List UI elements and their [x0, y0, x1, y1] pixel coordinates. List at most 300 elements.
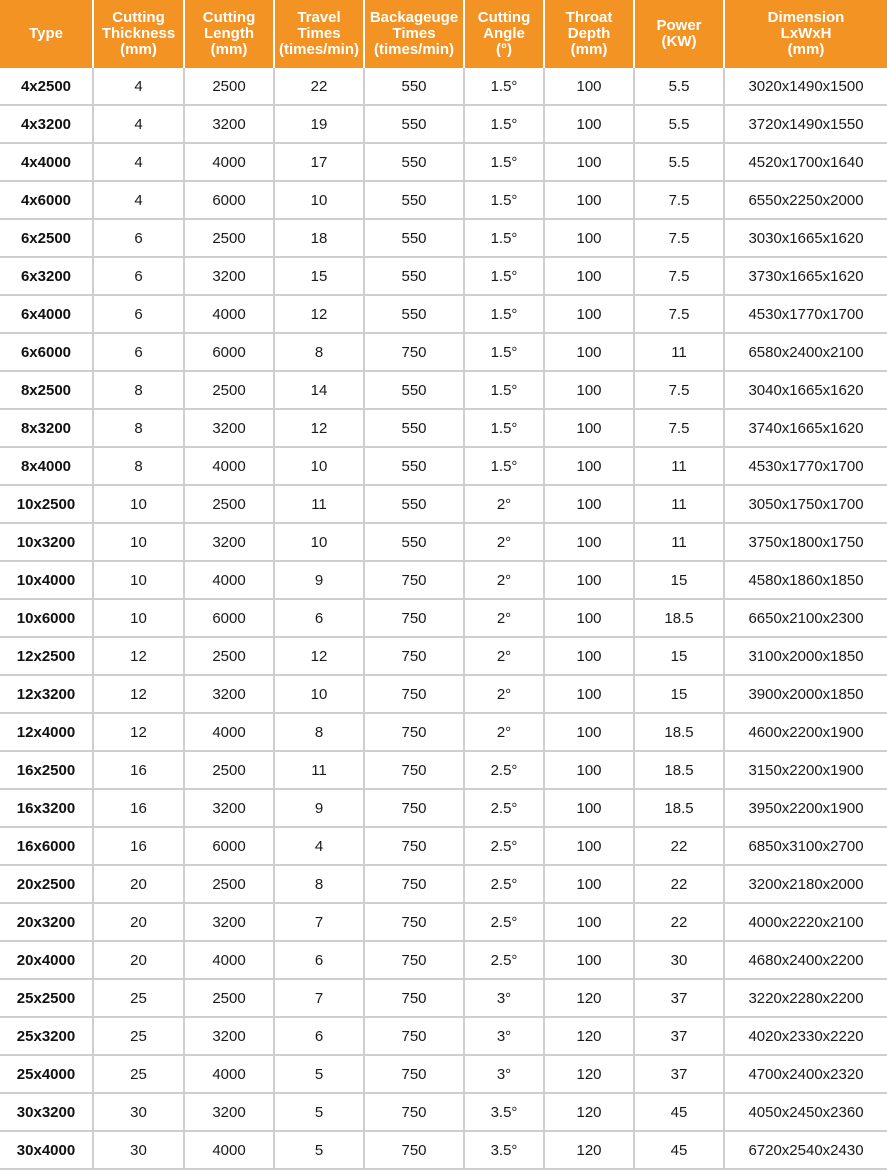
cell-cutting-thickness: 8 — [94, 448, 185, 486]
cell-cutting-length: 4000 — [185, 714, 275, 752]
cell-power: 45 — [635, 1132, 725, 1170]
cell-throat-depth: 100 — [545, 866, 635, 904]
cell-power: 11 — [635, 334, 725, 372]
cell-cutting-thickness: 6 — [94, 258, 185, 296]
cell-power: 22 — [635, 866, 725, 904]
table-row — [0, 334, 887, 372]
cell-type: 16x2500 — [0, 752, 94, 790]
table-row — [0, 144, 887, 182]
cell-travel-times: 10 — [275, 676, 365, 714]
cell-cutting-thickness: 10 — [94, 486, 185, 524]
table-row — [0, 638, 887, 676]
cell-cutting-length: 6000 — [185, 334, 275, 372]
cell-throat-depth: 120 — [545, 1018, 635, 1056]
table-row — [0, 1056, 887, 1094]
header-throat-depth: Throat Depth (mm) — [545, 0, 635, 68]
cell-dimension: 4530x1770x1700 — [725, 448, 887, 486]
cell-throat-depth: 100 — [545, 448, 635, 486]
cell-travel-times: 15 — [275, 258, 365, 296]
cell-throat-depth: 100 — [545, 790, 635, 828]
cell-travel-times: 9 — [275, 562, 365, 600]
table-row — [0, 676, 887, 714]
cell-cutting-thickness: 16 — [94, 790, 185, 828]
cell-cutting-angle: 3° — [465, 980, 545, 1018]
cell-travel-times: 8 — [275, 714, 365, 752]
cell-cutting-angle: 2.5° — [465, 904, 545, 942]
cell-cutting-length: 3200 — [185, 524, 275, 562]
cell-cutting-thickness: 6 — [94, 334, 185, 372]
cell-dimension: 3050x1750x1700 — [725, 486, 887, 524]
cell-cutting-angle: 2° — [465, 676, 545, 714]
table-row — [0, 410, 887, 448]
cell-cutting-angle: 3° — [465, 1018, 545, 1056]
cell-cutting-length: 4000 — [185, 1056, 275, 1094]
cell-cutting-length: 3200 — [185, 258, 275, 296]
cell-throat-depth: 100 — [545, 68, 635, 106]
header-cutting-angle: Cutting Angle (°) — [465, 0, 545, 68]
cell-throat-depth: 100 — [545, 524, 635, 562]
cell-power: 18.5 — [635, 600, 725, 638]
cell-type: 10x3200 — [0, 524, 94, 562]
cell-throat-depth: 100 — [545, 144, 635, 182]
cell-cutting-thickness: 20 — [94, 866, 185, 904]
cell-power: 37 — [635, 980, 725, 1018]
cell-backgauge-times: 550 — [365, 144, 465, 182]
cell-backgauge-times: 750 — [365, 942, 465, 980]
cell-power: 7.5 — [635, 220, 725, 258]
cell-dimension: 3950x2200x1900 — [725, 790, 887, 828]
cell-dimension: 3740x1665x1620 — [725, 410, 887, 448]
table-row — [0, 486, 887, 524]
cell-cutting-angle: 3.5° — [465, 1094, 545, 1132]
cell-cutting-angle: 1.5° — [465, 106, 545, 144]
cell-type: 12x2500 — [0, 638, 94, 676]
cell-cutting-thickness: 16 — [94, 752, 185, 790]
header-power: Power (KW) — [635, 0, 725, 68]
cell-dimension: 4680x2400x2200 — [725, 942, 887, 980]
table-row — [0, 714, 887, 752]
cell-cutting-length: 2500 — [185, 752, 275, 790]
cell-cutting-length: 2500 — [185, 866, 275, 904]
cell-cutting-angle: 1.5° — [465, 258, 545, 296]
cell-dimension: 6850x3100x2700 — [725, 828, 887, 866]
cell-type: 6x2500 — [0, 220, 94, 258]
cell-throat-depth: 100 — [545, 638, 635, 676]
cell-type: 16x3200 — [0, 790, 94, 828]
table-row — [0, 790, 887, 828]
cell-cutting-thickness: 25 — [94, 980, 185, 1018]
cell-dimension: 6650x2100x2300 — [725, 600, 887, 638]
cell-cutting-angle: 2° — [465, 524, 545, 562]
cell-backgauge-times: 550 — [365, 410, 465, 448]
cell-travel-times: 5 — [275, 1132, 365, 1170]
cell-cutting-angle: 2° — [465, 486, 545, 524]
cell-throat-depth: 100 — [545, 220, 635, 258]
cell-cutting-length: 4000 — [185, 942, 275, 980]
cell-cutting-angle: 1.5° — [465, 334, 545, 372]
cell-cutting-thickness: 6 — [94, 296, 185, 334]
cell-backgauge-times: 550 — [365, 220, 465, 258]
cell-type: 30x3200 — [0, 1094, 94, 1132]
cell-travel-times: 7 — [275, 904, 365, 942]
cell-backgauge-times: 750 — [365, 752, 465, 790]
cell-throat-depth: 120 — [545, 1132, 635, 1170]
cell-type: 16x6000 — [0, 828, 94, 866]
cell-cutting-thickness: 25 — [94, 1056, 185, 1094]
cell-backgauge-times: 750 — [365, 1094, 465, 1132]
cell-power: 5.5 — [635, 68, 725, 106]
cell-dimension: 4600x2200x1900 — [725, 714, 887, 752]
cell-type: 6x4000 — [0, 296, 94, 334]
cell-backgauge-times: 550 — [365, 524, 465, 562]
cell-power: 37 — [635, 1056, 725, 1094]
table-header — [0, 0, 887, 68]
cell-cutting-thickness: 8 — [94, 410, 185, 448]
cell-throat-depth: 100 — [545, 334, 635, 372]
cell-dimension: 3750x1800x1750 — [725, 524, 887, 562]
cell-type: 10x4000 — [0, 562, 94, 600]
cell-power: 7.5 — [635, 410, 725, 448]
cell-type: 30x4000 — [0, 1132, 94, 1170]
cell-dimension: 4530x1770x1700 — [725, 296, 887, 334]
cell-travel-times: 22 — [275, 68, 365, 106]
table-row — [0, 828, 887, 866]
table-row — [0, 1018, 887, 1056]
table-row — [0, 524, 887, 562]
cell-travel-times: 12 — [275, 410, 365, 448]
cell-throat-depth: 100 — [545, 714, 635, 752]
cell-cutting-length: 2500 — [185, 638, 275, 676]
cell-cutting-angle: 1.5° — [465, 410, 545, 448]
cell-throat-depth: 100 — [545, 410, 635, 448]
cell-cutting-thickness: 12 — [94, 638, 185, 676]
cell-dimension: 4520x1700x1640 — [725, 144, 887, 182]
cell-travel-times: 9 — [275, 790, 365, 828]
cell-throat-depth: 100 — [545, 752, 635, 790]
cell-cutting-angle: 1.5° — [465, 296, 545, 334]
cell-dimension: 4580x1860x1850 — [725, 562, 887, 600]
table-row — [0, 752, 887, 790]
cell-cutting-length: 3200 — [185, 790, 275, 828]
cell-backgauge-times: 550 — [365, 258, 465, 296]
cell-type: 10x2500 — [0, 486, 94, 524]
cell-backgauge-times: 550 — [365, 182, 465, 220]
table-row — [0, 562, 887, 600]
table-row — [0, 980, 887, 1018]
cell-cutting-length: 2500 — [185, 486, 275, 524]
cell-power: 15 — [635, 638, 725, 676]
cell-travel-times: 5 — [275, 1094, 365, 1132]
cell-power: 7.5 — [635, 182, 725, 220]
table-row — [0, 220, 887, 258]
cell-backgauge-times: 750 — [365, 562, 465, 600]
cell-type: 10x6000 — [0, 600, 94, 638]
cell-type: 6x3200 — [0, 258, 94, 296]
cell-power: 7.5 — [635, 296, 725, 334]
cell-throat-depth: 100 — [545, 942, 635, 980]
cell-power: 5.5 — [635, 144, 725, 182]
cell-travel-times: 6 — [275, 600, 365, 638]
table-row — [0, 1132, 887, 1170]
table-row — [0, 258, 887, 296]
cell-cutting-thickness: 20 — [94, 904, 185, 942]
cell-throat-depth: 120 — [545, 1094, 635, 1132]
cell-travel-times: 12 — [275, 638, 365, 676]
cell-cutting-angle: 1.5° — [465, 372, 545, 410]
cell-power: 7.5 — [635, 258, 725, 296]
cell-type: 8x2500 — [0, 372, 94, 410]
cell-cutting-length: 3200 — [185, 410, 275, 448]
cell-throat-depth: 100 — [545, 296, 635, 334]
cell-dimension: 3150x2200x1900 — [725, 752, 887, 790]
cell-power: 15 — [635, 676, 725, 714]
cell-backgauge-times: 750 — [365, 676, 465, 714]
cell-cutting-thickness: 8 — [94, 372, 185, 410]
cell-cutting-angle: 2.5° — [465, 790, 545, 828]
cell-dimension: 4050x2450x2360 — [725, 1094, 887, 1132]
cell-power: 5.5 — [635, 106, 725, 144]
cell-backgauge-times: 750 — [365, 714, 465, 752]
cell-type: 4x6000 — [0, 182, 94, 220]
cell-throat-depth: 100 — [545, 904, 635, 942]
cell-cutting-length: 3200 — [185, 676, 275, 714]
cell-throat-depth: 100 — [545, 486, 635, 524]
cell-type: 25x4000 — [0, 1056, 94, 1094]
cell-dimension: 6720x2540x2430 — [725, 1132, 887, 1170]
cell-cutting-thickness: 4 — [94, 182, 185, 220]
cell-cutting-angle: 1.5° — [465, 68, 545, 106]
cell-power: 45 — [635, 1094, 725, 1132]
cell-travel-times: 10 — [275, 182, 365, 220]
cell-travel-times: 6 — [275, 942, 365, 980]
cell-cutting-thickness: 6 — [94, 220, 185, 258]
cell-backgauge-times: 750 — [365, 980, 465, 1018]
cell-travel-times: 11 — [275, 486, 365, 524]
header-dimension: Dimension LxWxH (mm) — [725, 0, 887, 68]
cell-dimension: 4020x2330x2220 — [725, 1018, 887, 1056]
cell-cutting-length: 3200 — [185, 1094, 275, 1132]
cell-cutting-length: 4000 — [185, 1132, 275, 1170]
cell-cutting-thickness: 10 — [94, 524, 185, 562]
cell-backgauge-times: 750 — [365, 334, 465, 372]
cell-type: 12x4000 — [0, 714, 94, 752]
cell-type: 12x3200 — [0, 676, 94, 714]
cell-backgauge-times: 750 — [365, 1132, 465, 1170]
cell-power: 18.5 — [635, 752, 725, 790]
table-row — [0, 68, 887, 106]
cell-throat-depth: 100 — [545, 182, 635, 220]
cell-backgauge-times: 750 — [365, 904, 465, 942]
cell-backgauge-times: 750 — [365, 638, 465, 676]
cell-travel-times: 19 — [275, 106, 365, 144]
cell-cutting-angle: 3° — [465, 1056, 545, 1094]
table-row — [0, 372, 887, 410]
cell-type: 20x2500 — [0, 866, 94, 904]
cell-throat-depth: 100 — [545, 106, 635, 144]
cell-cutting-thickness: 12 — [94, 714, 185, 752]
header-type: Type — [0, 0, 94, 68]
cell-cutting-length: 2500 — [185, 372, 275, 410]
cell-type: 8x4000 — [0, 448, 94, 486]
cell-dimension: 3020x1490x1500 — [725, 68, 887, 106]
header-backgauge-times: Backageuge Times (times/min) — [365, 0, 465, 68]
cell-cutting-angle: 2.5° — [465, 866, 545, 904]
cell-cutting-thickness: 10 — [94, 562, 185, 600]
cell-backgauge-times: 550 — [365, 448, 465, 486]
cell-power: 37 — [635, 1018, 725, 1056]
cell-travel-times: 10 — [275, 524, 365, 562]
cell-backgauge-times: 750 — [365, 866, 465, 904]
cell-type: 25x2500 — [0, 980, 94, 1018]
cell-cutting-angle: 2° — [465, 562, 545, 600]
cell-dimension: 4700x2400x2320 — [725, 1056, 887, 1094]
cell-throat-depth: 120 — [545, 980, 635, 1018]
cell-cutting-thickness: 4 — [94, 68, 185, 106]
table-row — [0, 448, 887, 486]
cell-cutting-length: 4000 — [185, 562, 275, 600]
cell-cutting-angle: 2° — [465, 638, 545, 676]
cell-power: 15 — [635, 562, 725, 600]
header-row — [0, 0, 887, 68]
cell-cutting-angle: 3.5° — [465, 1132, 545, 1170]
cell-cutting-length: 4000 — [185, 448, 275, 486]
cell-power: 18.5 — [635, 714, 725, 752]
cell-dimension: 3220x2280x2200 — [725, 980, 887, 1018]
cell-type: 6x6000 — [0, 334, 94, 372]
cell-cutting-length: 6000 — [185, 828, 275, 866]
cell-power: 22 — [635, 904, 725, 942]
header-cutting-length: Cutting Length (mm) — [185, 0, 275, 68]
cell-throat-depth: 100 — [545, 828, 635, 866]
cell-travel-times: 5 — [275, 1056, 365, 1094]
cell-backgauge-times: 550 — [365, 486, 465, 524]
cell-dimension: 3720x1490x1550 — [725, 106, 887, 144]
cell-travel-times: 14 — [275, 372, 365, 410]
cell-travel-times: 10 — [275, 448, 365, 486]
cell-backgauge-times: 550 — [365, 68, 465, 106]
cell-cutting-thickness: 10 — [94, 600, 185, 638]
cell-power: 7.5 — [635, 372, 725, 410]
cell-travel-times: 17 — [275, 144, 365, 182]
cell-dimension: 3030x1665x1620 — [725, 220, 887, 258]
cell-backgauge-times: 750 — [365, 600, 465, 638]
cell-cutting-angle: 1.5° — [465, 182, 545, 220]
table-row — [0, 942, 887, 980]
table-row — [0, 106, 887, 144]
cell-cutting-thickness: 30 — [94, 1132, 185, 1170]
cell-travel-times: 6 — [275, 1018, 365, 1056]
cell-cutting-thickness: 25 — [94, 1018, 185, 1056]
table-body — [0, 68, 887, 1170]
cell-power: 22 — [635, 828, 725, 866]
cell-power: 30 — [635, 942, 725, 980]
cell-backgauge-times: 750 — [365, 790, 465, 828]
cell-type: 20x4000 — [0, 942, 94, 980]
cell-cutting-length: 3200 — [185, 106, 275, 144]
cell-cutting-length: 3200 — [185, 1018, 275, 1056]
cell-dimension: 3730x1665x1620 — [725, 258, 887, 296]
cell-cutting-length: 2500 — [185, 68, 275, 106]
cell-power: 11 — [635, 486, 725, 524]
cell-cutting-angle: 2.5° — [465, 828, 545, 866]
table-row — [0, 904, 887, 942]
cell-dimension: 3040x1665x1620 — [725, 372, 887, 410]
table-row — [0, 182, 887, 220]
cell-throat-depth: 120 — [545, 1056, 635, 1094]
cell-travel-times: 11 — [275, 752, 365, 790]
cell-cutting-thickness: 4 — [94, 106, 185, 144]
cell-travel-times: 7 — [275, 980, 365, 1018]
cell-travel-times: 8 — [275, 334, 365, 372]
cell-cutting-length: 2500 — [185, 220, 275, 258]
cell-dimension: 3200x2180x2000 — [725, 866, 887, 904]
table-row — [0, 866, 887, 904]
header-travel-times: Travel Times (times/min) — [275, 0, 365, 68]
cell-backgauge-times: 750 — [365, 828, 465, 866]
cell-travel-times: 18 — [275, 220, 365, 258]
header-cutting-thickness: Cutting Thickness (mm) — [94, 0, 185, 68]
cell-cutting-angle: 1.5° — [465, 448, 545, 486]
cell-cutting-angle: 2.5° — [465, 942, 545, 980]
cell-type: 20x3200 — [0, 904, 94, 942]
cell-backgauge-times: 550 — [365, 372, 465, 410]
cell-cutting-angle: 1.5° — [465, 144, 545, 182]
cell-backgauge-times: 750 — [365, 1056, 465, 1094]
cell-type: 8x3200 — [0, 410, 94, 448]
cell-travel-times: 4 — [275, 828, 365, 866]
cell-dimension: 3100x2000x1850 — [725, 638, 887, 676]
cell-type: 4x4000 — [0, 144, 94, 182]
cell-dimension: 3900x2000x1850 — [725, 676, 887, 714]
cell-cutting-length: 2500 — [185, 980, 275, 1018]
cell-type: 25x3200 — [0, 1018, 94, 1056]
cell-cutting-thickness: 16 — [94, 828, 185, 866]
cell-backgauge-times: 550 — [365, 296, 465, 334]
cell-cutting-thickness: 30 — [94, 1094, 185, 1132]
cell-throat-depth: 100 — [545, 562, 635, 600]
cell-cutting-thickness: 12 — [94, 676, 185, 714]
cell-cutting-length: 4000 — [185, 144, 275, 182]
cell-power: 18.5 — [635, 790, 725, 828]
cell-cutting-thickness: 20 — [94, 942, 185, 980]
cell-backgauge-times: 550 — [365, 106, 465, 144]
table-row — [0, 600, 887, 638]
cell-cutting-angle: 2.5° — [465, 752, 545, 790]
cell-cutting-angle: 1.5° — [465, 220, 545, 258]
cell-throat-depth: 100 — [545, 372, 635, 410]
cell-dimension: 4000x2220x2100 — [725, 904, 887, 942]
cell-cutting-angle: 2° — [465, 714, 545, 752]
cell-dimension: 6550x2250x2000 — [725, 182, 887, 220]
cell-cutting-angle: 2° — [465, 600, 545, 638]
cell-backgauge-times: 750 — [365, 1018, 465, 1056]
cell-cutting-length: 6000 — [185, 182, 275, 220]
cell-travel-times: 12 — [275, 296, 365, 334]
cell-cutting-length: 6000 — [185, 600, 275, 638]
cell-cutting-length: 4000 — [185, 296, 275, 334]
cell-dimension: 6580x2400x2100 — [725, 334, 887, 372]
cell-throat-depth: 100 — [545, 676, 635, 714]
cell-throat-depth: 100 — [545, 600, 635, 638]
cell-type: 4x2500 — [0, 68, 94, 106]
cell-travel-times: 8 — [275, 866, 365, 904]
cell-power: 11 — [635, 524, 725, 562]
cell-power: 11 — [635, 448, 725, 486]
cell-cutting-thickness: 4 — [94, 144, 185, 182]
cell-throat-depth: 100 — [545, 258, 635, 296]
cell-type: 4x3200 — [0, 106, 94, 144]
table-row — [0, 296, 887, 334]
